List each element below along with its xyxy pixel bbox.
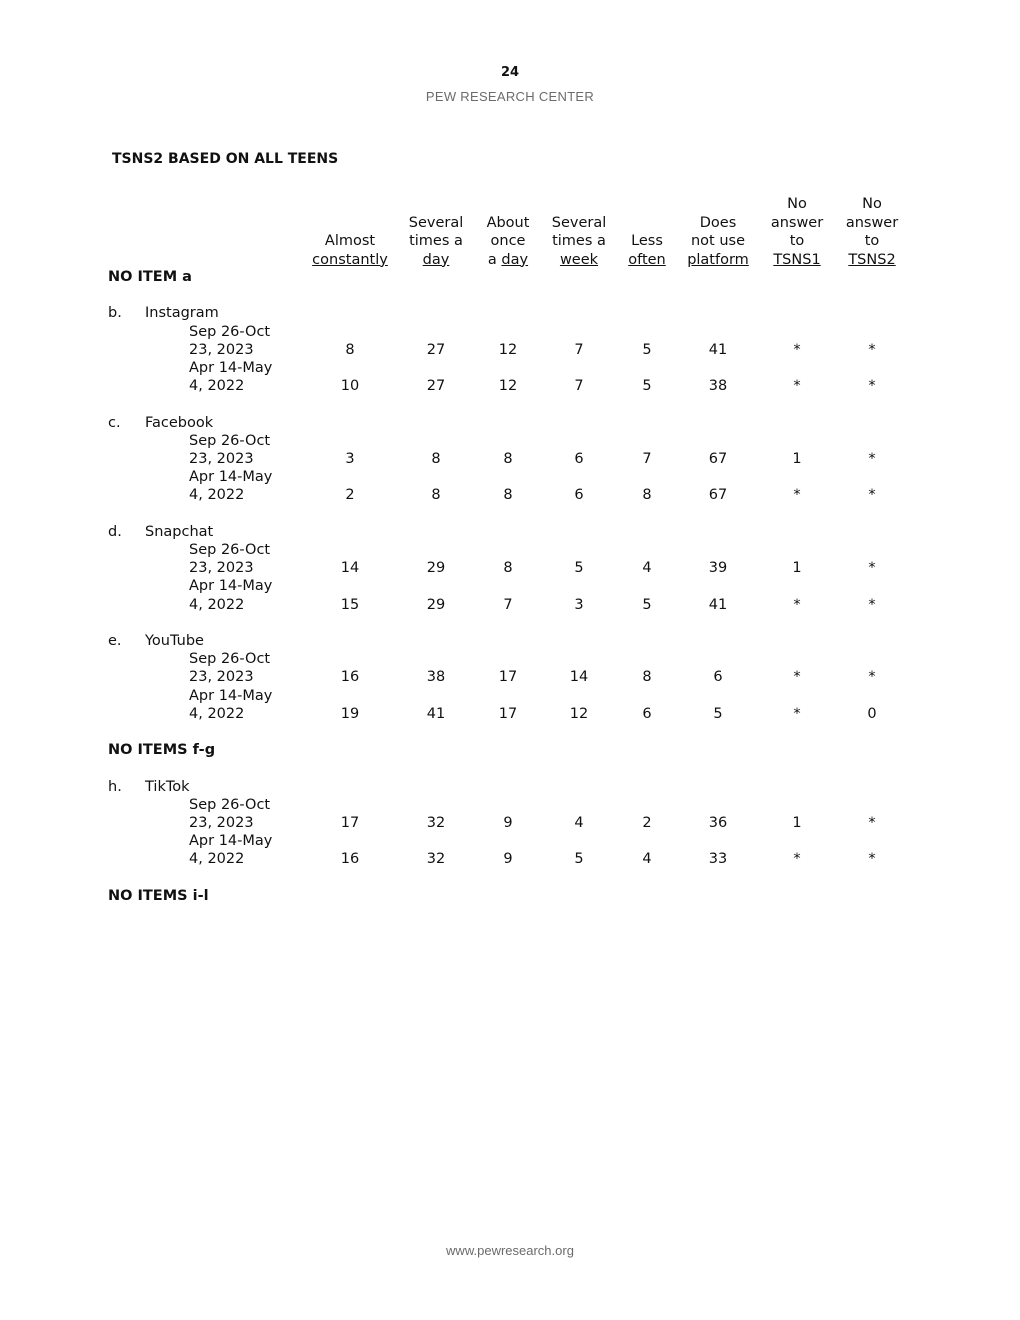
table-cell: 1 [792, 451, 802, 467]
item-name: Facebook [145, 414, 214, 431]
section-title: TSNS2 BASED ON ALL TEENS [112, 151, 339, 167]
table-cell: 33 [708, 851, 728, 868]
table-cell: 6 [574, 487, 584, 504]
table-cell: * [868, 451, 876, 467]
table-cell: 5 [642, 341, 652, 358]
table-cell: * [793, 596, 801, 613]
table-cell: 5 [574, 560, 584, 577]
table-cell: 12 [498, 341, 518, 358]
table-cell: 39 [708, 560, 728, 577]
table-cell: 29 [426, 596, 446, 613]
table-cell: 17 [498, 705, 518, 722]
table-cell: 8 [642, 669, 652, 686]
item-letter: h. [108, 778, 122, 795]
table-cell: 29 [426, 560, 446, 577]
column-header-line: a day [487, 251, 529, 268]
table-cell: 3 [574, 596, 584, 613]
table-cell: 0 [867, 705, 877, 722]
table-cell: 41 [708, 596, 728, 613]
column-header-line: Less [631, 233, 663, 249]
table-cell: 8 [503, 560, 513, 577]
table-cell: * [793, 487, 801, 504]
wave-date-line2: 4, 2022 [189, 851, 245, 868]
column-header-line: times a [409, 233, 463, 249]
table-cell: * [868, 815, 876, 831]
table-cell: * [868, 487, 876, 504]
column-header-line: No [862, 196, 882, 212]
table-cell: 27 [426, 341, 446, 358]
table-cell: 32 [426, 815, 446, 831]
item-name: Snapchat [145, 523, 214, 540]
table-cell: 14 [569, 669, 589, 686]
item-letter: e. [108, 633, 122, 649]
wave-date-line1: Sep 26-Oct [189, 323, 271, 340]
column-header-line: answer [770, 214, 824, 231]
column-header-line: No [787, 196, 807, 212]
table-cell: 17 [340, 815, 360, 831]
table-cell: * [868, 560, 876, 577]
table-cell: 8 [345, 341, 355, 358]
section-note: NO ITEMS i-l [108, 887, 209, 904]
wave-date-line1: Apr 14-May [189, 360, 273, 376]
table-cell: 7 [574, 378, 584, 395]
table-cell: 16 [340, 851, 360, 868]
wave-date-line2: 23, 2023 [189, 669, 254, 686]
table-cell: * [793, 851, 801, 868]
table-cell: * [793, 378, 801, 395]
table-cell: 8 [503, 451, 513, 467]
footer-url: www.pewresearch.org [446, 1243, 574, 1258]
column-header-underlined: platform [687, 251, 749, 268]
column-header-line: Almost [324, 233, 376, 249]
wave-date-line2: 23, 2023 [189, 451, 254, 467]
wave-date-line1: Apr 14-May [189, 833, 273, 850]
wave-date-line1: Sep 26-Oct [189, 796, 271, 813]
item-name: Instagram [145, 305, 219, 322]
table-cell: 8 [431, 451, 441, 467]
wave-date-line1: Sep 26-Oct [189, 432, 271, 449]
table-cell: 12 [569, 705, 589, 722]
table-cell: 41 [708, 341, 728, 358]
table-cell: 36 [708, 815, 728, 831]
table-cell: 3 [345, 451, 355, 467]
item-name: TikTok [145, 778, 190, 795]
table-cell: * [868, 378, 876, 395]
table-cell: * [868, 596, 876, 613]
column-header-underlined: TSNS2 [848, 251, 896, 268]
table-cell: 1 [792, 560, 802, 577]
table-cell: 6 [574, 451, 584, 467]
table-cell: 15 [340, 596, 360, 613]
table-cell: 67 [708, 451, 728, 467]
table-cell: 9 [503, 815, 513, 831]
table-cell: 5 [642, 378, 652, 395]
column-header-underlined: often [628, 251, 666, 268]
section-note: NO ITEMS f-g [108, 742, 216, 759]
table-cell: 32 [426, 851, 446, 868]
table-cell: 12 [498, 378, 518, 395]
table-cell: * [793, 669, 801, 686]
wave-date-line2: 4, 2022 [189, 487, 245, 504]
column-header-line: Several [551, 214, 607, 231]
column-header-line: Several [408, 214, 464, 231]
column-header-underlined: week [559, 251, 599, 268]
item-name: YouTube [145, 633, 204, 649]
table-cell: 4 [574, 815, 584, 831]
wave-date-line1: Apr 14-May [189, 687, 273, 704]
table-cell: * [868, 669, 876, 686]
table-cell: 38 [708, 378, 728, 395]
wave-date-line2: 23, 2023 [189, 560, 254, 577]
column-header-line: answer [845, 214, 899, 231]
table-cell: 38 [426, 669, 446, 686]
table-cell: 6 [642, 705, 652, 722]
table-cell: 6 [713, 669, 723, 686]
organization-header: PEW RESEARCH CENTER [425, 89, 595, 104]
table-cell: 2 [345, 487, 355, 504]
table-cell: 7 [574, 341, 584, 358]
item-letter: c. [108, 414, 121, 431]
table-cell: 10 [340, 378, 360, 395]
table-cell: 14 [340, 560, 360, 577]
section-note: NO ITEM a [108, 269, 192, 285]
wave-date-line1: Sep 26-Oct [189, 651, 271, 668]
table-cell: * [868, 341, 876, 358]
table-cell: 19 [340, 705, 360, 722]
table-cell: 8 [642, 487, 652, 504]
column-header-underlined: constantly [312, 251, 388, 268]
wave-date-line1: Apr 14-May [189, 469, 273, 486]
column-header-line: not use [690, 233, 746, 249]
table-cell: 41 [426, 705, 446, 722]
wave-date-line2: 4, 2022 [189, 596, 245, 613]
table-cell: 16 [340, 669, 360, 686]
table-cell: * [868, 851, 876, 868]
wave-date-line1: Sep 26-Oct [189, 542, 271, 558]
table-cell: 5 [574, 851, 584, 868]
column-header-underlined: TSNS1 [773, 251, 821, 268]
item-letter: b. [108, 305, 122, 322]
table-cell: 5 [713, 705, 723, 722]
table-cell: 1 [792, 815, 802, 831]
table-cell: 67 [708, 487, 728, 504]
table-cell: 4 [642, 560, 652, 577]
table-cell: 4 [642, 851, 652, 868]
table-cell: * [793, 341, 801, 358]
column-header-line: About [486, 214, 530, 231]
column-header-underlined: day [501, 251, 529, 268]
wave-date-line2: 4, 2022 [189, 705, 245, 722]
column-header-line: times a [552, 233, 606, 249]
wave-date-line2: 23, 2023 [189, 815, 254, 831]
table-cell: 7 [642, 451, 652, 467]
column-header-underlined: day [422, 251, 450, 268]
table-cell: * [793, 705, 801, 722]
column-header-line: to [864, 233, 880, 249]
table-cell: 9 [503, 851, 513, 868]
table-cell: 5 [642, 596, 652, 613]
item-letter: d. [108, 523, 122, 540]
wave-date-line1: Apr 14-May [189, 578, 273, 595]
column-header-line: to [789, 233, 805, 249]
column-header-line: once [490, 233, 526, 249]
table-cell: 2 [642, 815, 652, 831]
column-header-line: Does [699, 214, 737, 231]
wave-date-line2: 4, 2022 [189, 378, 245, 395]
table-cell: 7 [503, 596, 513, 613]
table-cell: 27 [426, 378, 446, 395]
wave-date-line2: 23, 2023 [189, 341, 254, 358]
table-cell: 8 [503, 487, 513, 504]
table-cell: 17 [498, 669, 518, 686]
page-number: 24 [500, 65, 520, 80]
table-cell: 8 [431, 487, 441, 504]
